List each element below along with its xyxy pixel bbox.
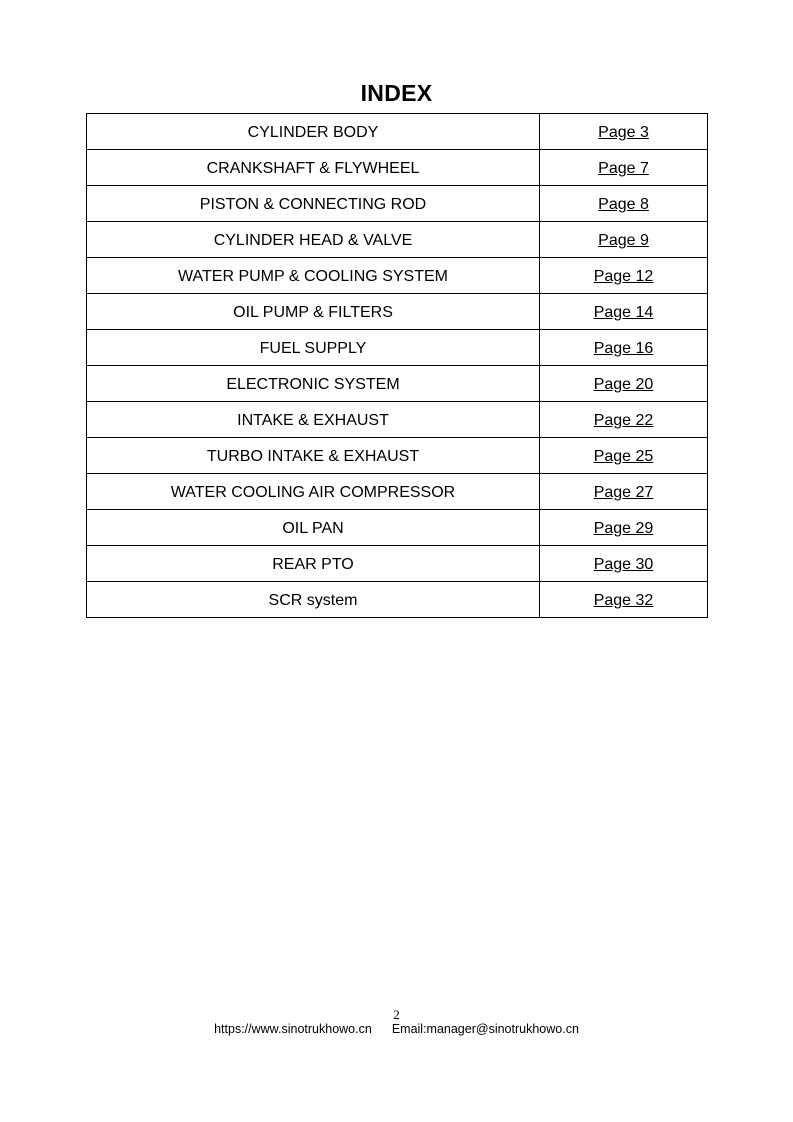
- section-name: INTAKE & EXHAUST: [87, 402, 540, 438]
- index-table: [86, 113, 708, 618]
- page-cell: [540, 222, 708, 258]
- page-cell: [540, 330, 708, 366]
- table-row: [87, 114, 708, 150]
- page-cell: [540, 510, 708, 546]
- page-cell: [540, 294, 708, 330]
- page-link[interactable]: Page 12: [593, 267, 654, 285]
- table-row: [87, 582, 708, 618]
- page-cell: [540, 582, 708, 618]
- page-link[interactable]: Page 29: [593, 519, 654, 537]
- page-cell: [540, 474, 708, 510]
- section-name: PISTON & CONNECTING ROD: [87, 186, 540, 222]
- page-link[interactable]: Page 27: [593, 483, 654, 501]
- section-name: CYLINDER BODY: [87, 114, 540, 150]
- table-row: [87, 438, 708, 474]
- section-name: TURBO INTAKE & EXHAUST: [87, 438, 540, 474]
- section-name: OIL PUMP & FILTERS: [87, 294, 540, 330]
- page-title: INDEX: [360, 80, 433, 106]
- table-row: [87, 258, 708, 294]
- page-cell: [540, 438, 708, 474]
- table-row: [87, 186, 708, 222]
- page-cell: [540, 258, 708, 294]
- page-cell: [540, 402, 708, 438]
- table-row: [87, 366, 708, 402]
- page-link[interactable]: Page 9: [598, 231, 649, 249]
- page-number: 2: [393, 1007, 400, 1022]
- page-link[interactable]: Page 7: [598, 159, 649, 177]
- page-link[interactable]: Page 25: [593, 447, 654, 465]
- page-link[interactable]: Page 3: [598, 123, 649, 141]
- page-link[interactable]: Page 30: [593, 555, 654, 573]
- page-link[interactable]: Page 22: [593, 411, 654, 429]
- page-link[interactable]: Page 14: [593, 303, 654, 321]
- section-name: FUEL SUPPLY: [87, 330, 540, 366]
- section-name: CYLINDER HEAD & VALVE: [87, 222, 540, 258]
- page-link[interactable]: Page 32: [593, 591, 654, 609]
- page-link[interactable]: Page 20: [593, 375, 654, 393]
- section-name: CRANKSHAFT & FLYWHEEL: [87, 150, 540, 186]
- page-cell: [540, 114, 708, 150]
- table-row: [87, 546, 708, 582]
- table-row: [87, 474, 708, 510]
- section-name: OIL PAN: [87, 510, 540, 546]
- page-cell: [540, 186, 708, 222]
- footer: [0, 1021, 793, 1037]
- section-name: WATER PUMP & COOLING SYSTEM: [87, 258, 540, 294]
- table-row: [87, 510, 708, 546]
- table-row: [87, 222, 708, 258]
- section-name: WATER COOLING AIR COMPRESSOR: [87, 474, 540, 510]
- table-row: [87, 330, 708, 366]
- table-row: [87, 402, 708, 438]
- table-row: [87, 150, 708, 186]
- footer-email[interactable]: Email:manager@sinotrukhowo.cn: [391, 1022, 579, 1036]
- footer-website[interactable]: https://www.sinotrukhowo.cn: [214, 1022, 372, 1036]
- table-row: [87, 294, 708, 330]
- section-name: ELECTRONIC SYSTEM: [87, 366, 540, 402]
- page-cell: [540, 366, 708, 402]
- section-name: REAR PTO: [87, 546, 540, 582]
- page-link[interactable]: Page 8: [598, 195, 649, 213]
- page-cell: [540, 546, 708, 582]
- page-cell: [540, 150, 708, 186]
- section-name: SCR system: [87, 582, 540, 618]
- page-link[interactable]: Page 16: [593, 339, 654, 357]
